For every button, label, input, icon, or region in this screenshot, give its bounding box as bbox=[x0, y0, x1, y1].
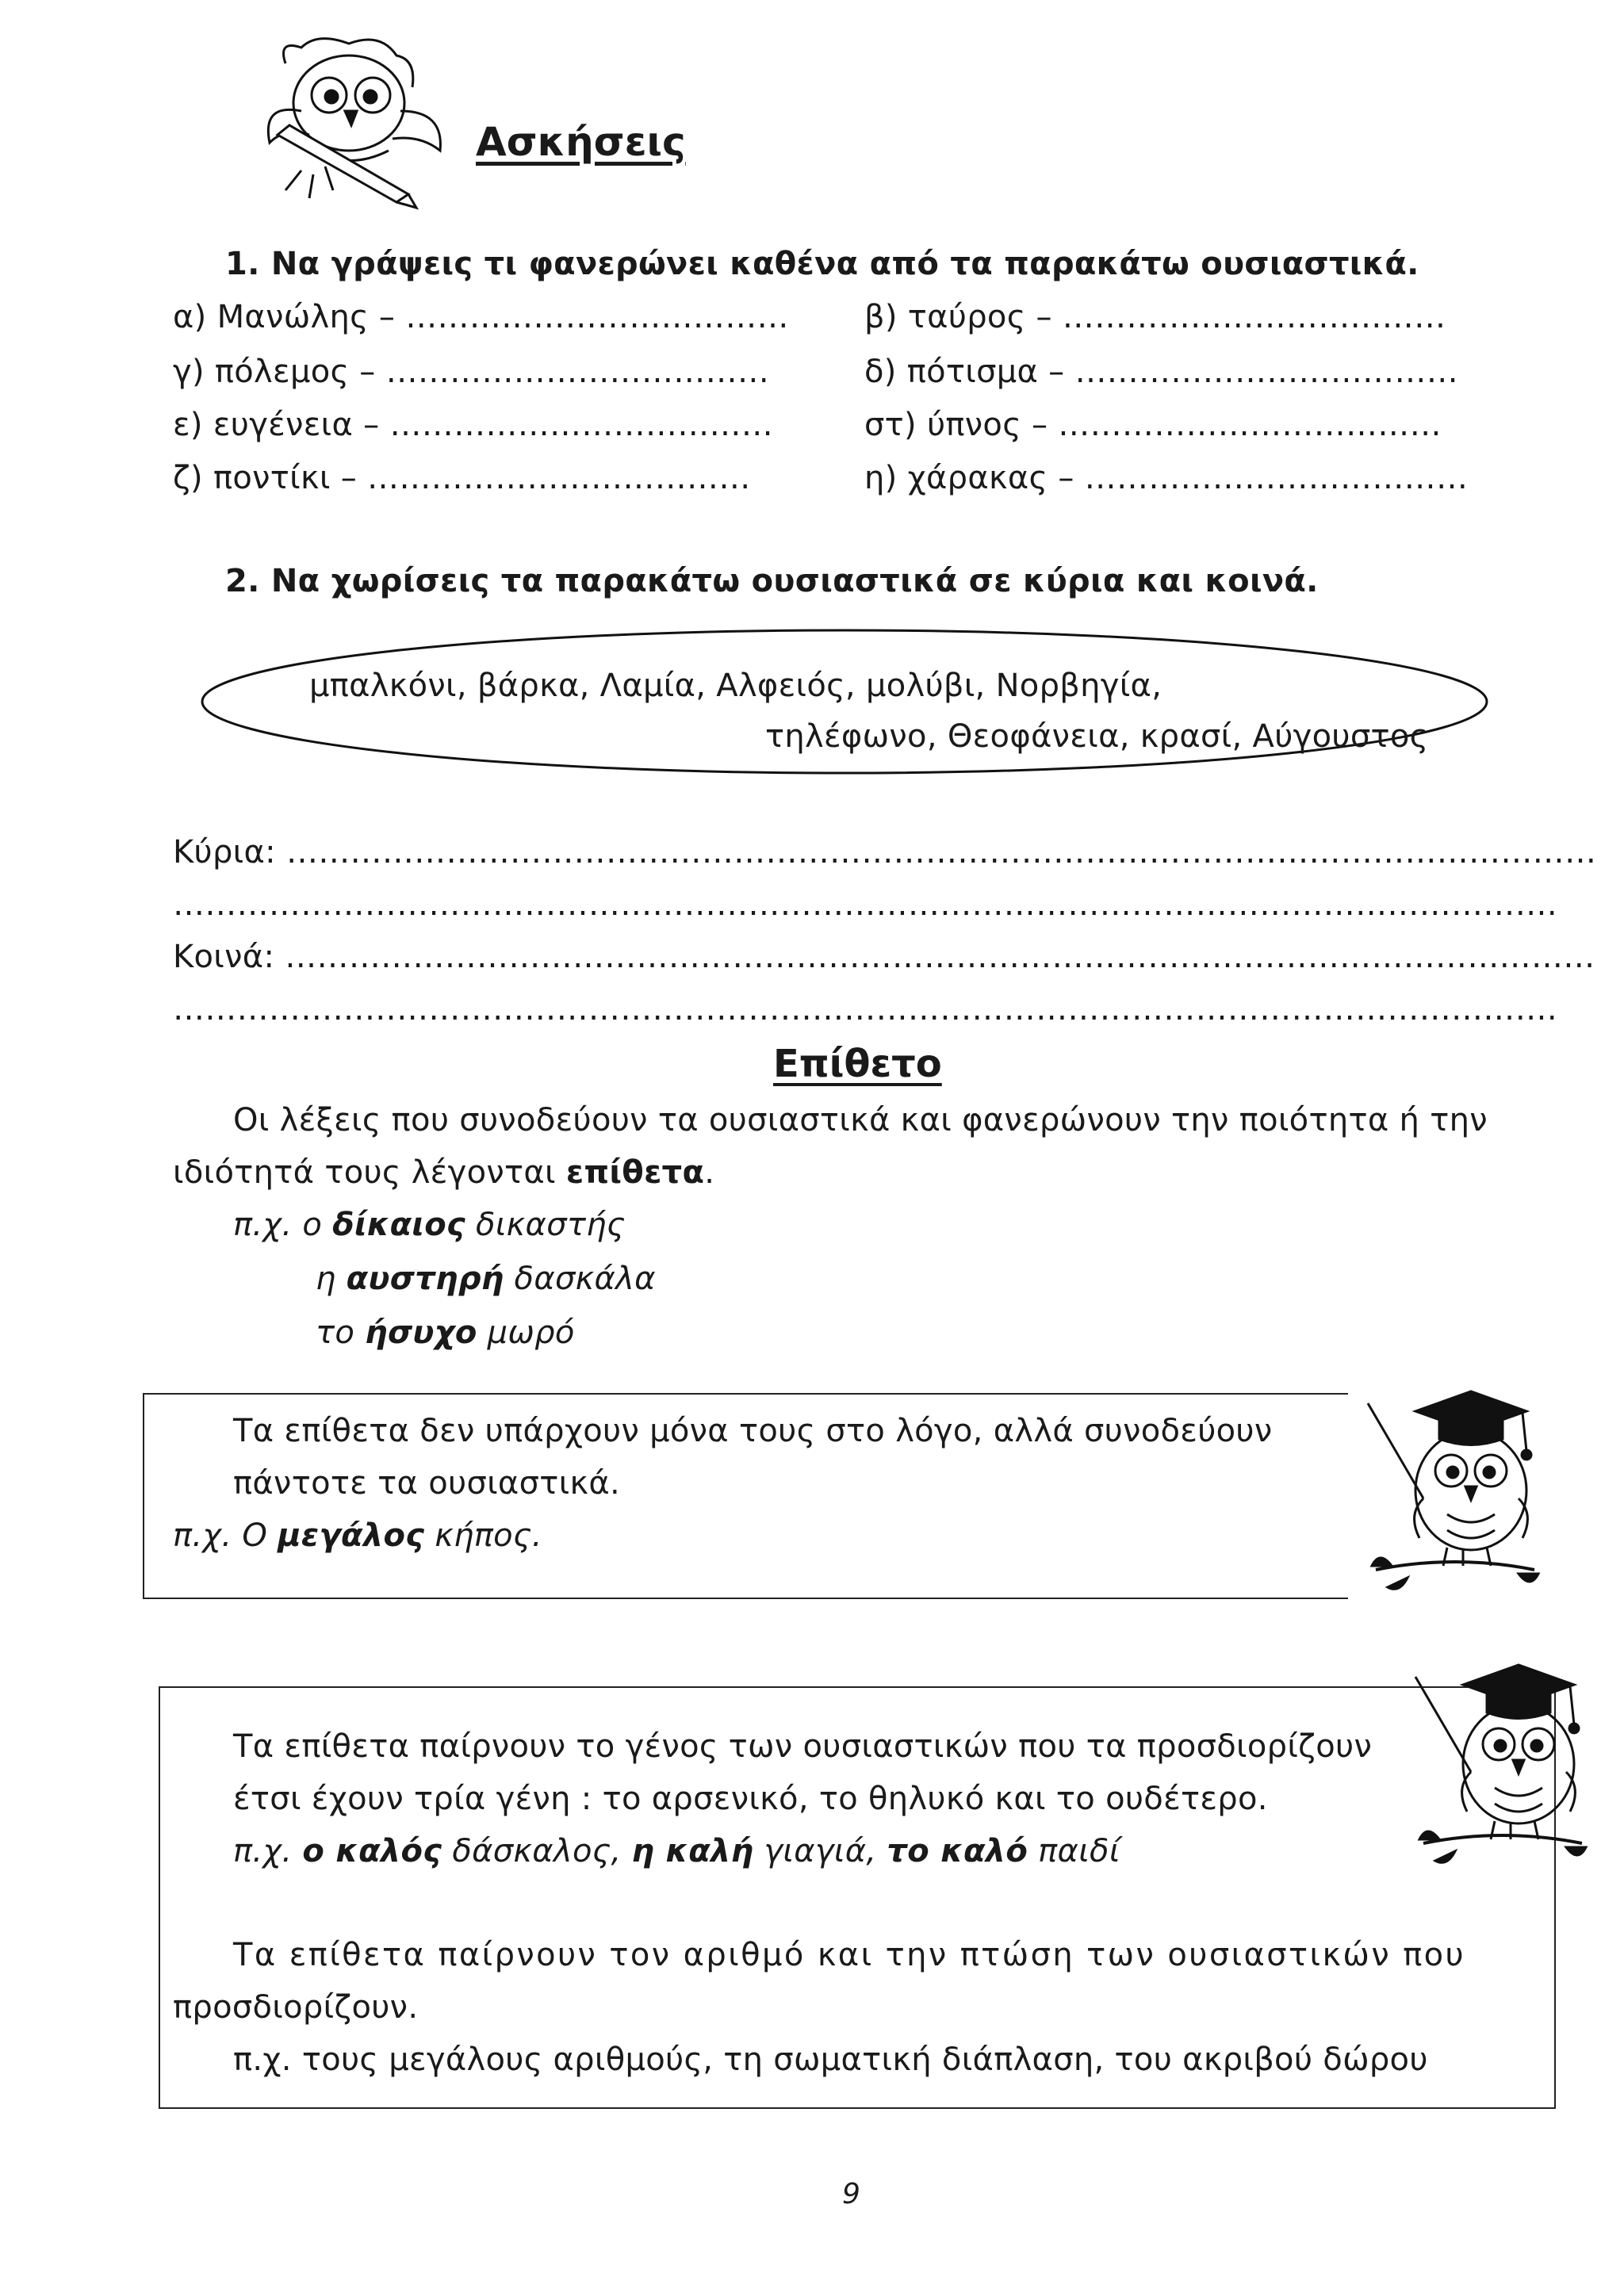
word-bank-line: μπαλκόνι, βάρκα, Λαμία, Αλφειός, μολύβι, Νορβηγία, bbox=[309, 668, 1162, 704]
owl-graduate-illustration bbox=[1408, 1653, 1590, 1875]
koina-answer-line-2: …………………………………………………………………………………………………………………. bbox=[173, 991, 1557, 1027]
exercise-1-item: ε) ευγένεια – ……………………………… bbox=[173, 407, 774, 443]
exercise-1-question: 1. Να γράψεις τι φανερώνει καθένα από τα παρακάτω ουσιαστικά. bbox=[225, 246, 1419, 282]
exercise-1-item: γ) πόλεμος – ……………………………… bbox=[173, 354, 770, 390]
rule-box-1-text: πάντοτε τα ουσιαστικά. bbox=[233, 1465, 621, 1502]
intro-text: ιδιότητά τους λέγονται επίθετα. bbox=[173, 1154, 715, 1191]
exercise-1-item: α) Μανώλης – ……………………………… bbox=[173, 299, 789, 335]
example-line: η αυστηρή δασκάλα bbox=[316, 1261, 656, 1297]
rule-box-1-text: Τα επίθετα δεν υπάρχουν μόνα τους στο λόγο, αλλά συνοδεύουν bbox=[233, 1413, 1273, 1449]
intro-text: Οι λέξεις που συνοδεύουν τα ουσιαστικά και φανερώνουν την ποιότητα ή την bbox=[233, 1102, 1488, 1138]
rule-box-2-example: π.χ. τους μεγάλους αριθμούς, τη σωματική διάπλαση, του ακριβού δώρου bbox=[233, 2042, 1428, 2078]
owl-graduate-illustration bbox=[1360, 1380, 1542, 1601]
example-line: το ήσυχο μωρό bbox=[316, 1314, 575, 1351]
section-title: Επίθετο bbox=[773, 1042, 942, 1086]
example-line: π.χ. ο δίκαιος δικαστής bbox=[233, 1207, 626, 1243]
kyria-answer-line-2: …………………………………………………………………………………………………………………. bbox=[173, 886, 1557, 923]
page-title: Ασκήσεις bbox=[476, 119, 686, 165]
exercise-1-item: δ) πότισμα – ……………………………… bbox=[864, 354, 1459, 390]
rule-box-1-example: π.χ. Ο μεγάλος κήπος. bbox=[173, 1517, 542, 1554]
kyria-answer-line: Κύρια: …………………………………………………………………………………………………………… bbox=[173, 834, 1597, 871]
owl-pencil-illustration bbox=[254, 32, 460, 214]
rule-box-2-text: Τα επίθετα παίρνουν το γένος των ουσιαστικών που τα προσδιορίζουν bbox=[233, 1728, 1373, 1765]
exercise-1-item: η) χάρακας – ……………………………… bbox=[864, 460, 1469, 496]
exercise-1-item: β) ταύρος – ……………………………… bbox=[864, 299, 1446, 335]
exercise-1-item: ζ) ποντίκι – ……………………………… bbox=[173, 460, 751, 496]
rule-box-2-text: έτσι έχουν τρία γένη : το αρσενικό, το θηλυκό και το ουδέτερο. bbox=[233, 1781, 1268, 1817]
exercise-2-question: 2. Να χωρίσεις τα παρακάτω ουσιαστικά σε κύρια και κοινά. bbox=[225, 563, 1319, 599]
rule-box-2-text: Τα επίθετα παίρνουν τον αριθμό και την πτώση των ουσιαστικών που bbox=[233, 1937, 1466, 1973]
rule-box-2-text: προσδιορίζουν. bbox=[173, 1989, 419, 2026]
koina-answer-line: Κοινά: …………………………………………………………………………………………………………… bbox=[173, 939, 1595, 975]
word-bank-line: τηλέφωνο, Θεοφάνεια, κρασί, Αύγουστος bbox=[765, 718, 1429, 755]
exercise-1-item: στ) ύπνος – ……………………………… bbox=[864, 407, 1442, 443]
page-number: 9 bbox=[842, 2178, 860, 2210]
rule-box-2-example: π.χ. ο καλός δάσκαλος, η καλή γιαγιά, το καλό παιδί bbox=[233, 1833, 1120, 1869]
